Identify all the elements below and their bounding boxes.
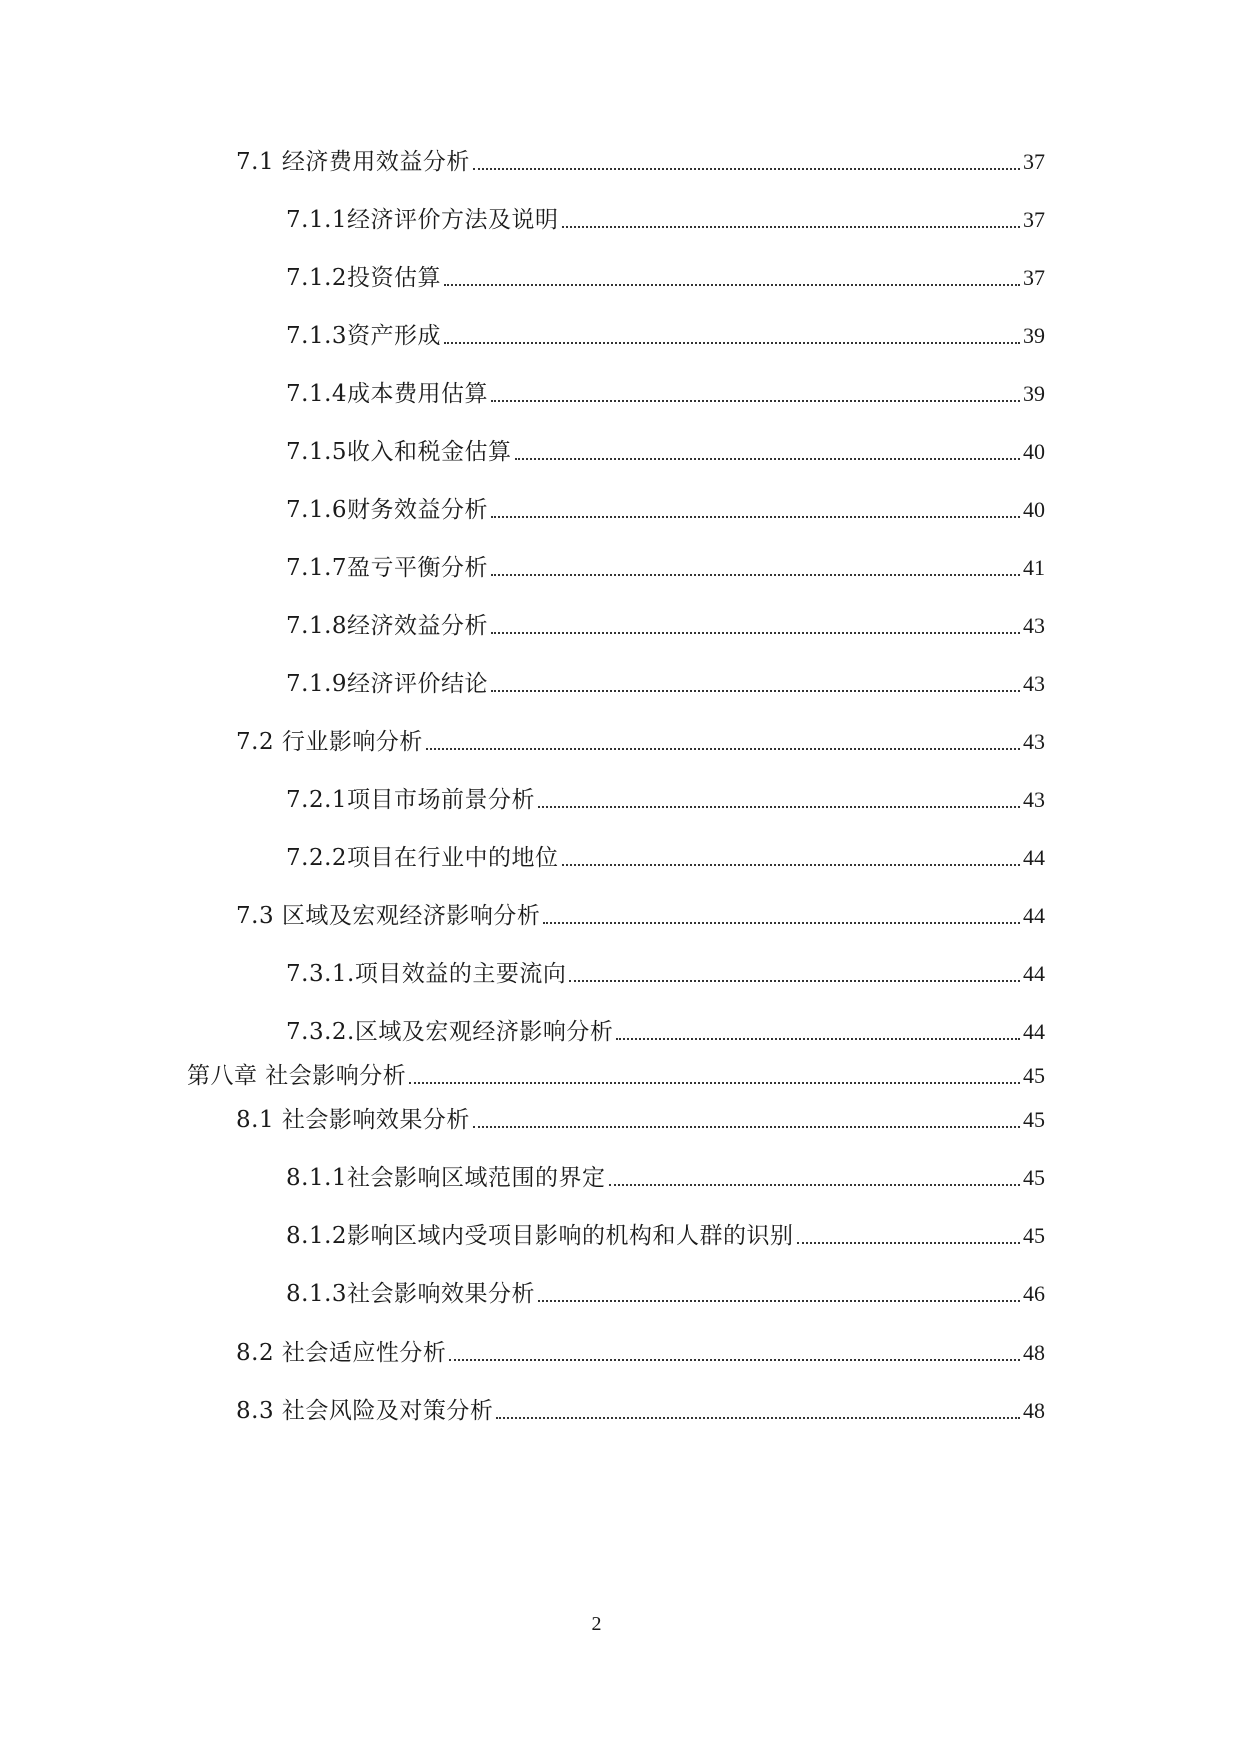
toc-entry-page: 39 xyxy=(1023,381,1045,406)
dot-leader xyxy=(797,1242,1020,1244)
toc-entry[interactable] xyxy=(286,380,1045,408)
toc-entry-page: 45 xyxy=(1023,1223,1045,1248)
toc-entry-title: 7.3 区域及宏观经济影响分析 xyxy=(236,903,541,929)
toc-entry-title: 8.1.2影响区域内受项目影响的机构和人群的识别 xyxy=(286,1223,794,1249)
toc-entry-title: 7.1.3资产形成 xyxy=(286,323,442,349)
toc-entry-title: 7.2 行业影响分析 xyxy=(236,729,423,755)
toc-entry[interactable] xyxy=(286,1018,1045,1046)
toc-entry[interactable] xyxy=(286,844,1045,872)
toc-entry[interactable] xyxy=(236,1106,1045,1134)
toc-entry-page: 43 xyxy=(1023,787,1045,812)
dot-leader xyxy=(449,1359,1020,1361)
toc-entry[interactable] xyxy=(286,1164,1045,1192)
toc-entry-page: 44 xyxy=(1023,961,1045,986)
toc-entry-title: 第八章 社会影响分析 xyxy=(187,1063,407,1089)
toc-entry-page: 37 xyxy=(1023,207,1045,232)
dot-leader xyxy=(496,1417,1020,1419)
toc-entry[interactable] xyxy=(286,786,1045,814)
toc-entry-title: 7.1.6财务效益分析 xyxy=(286,497,489,523)
toc-entry[interactable] xyxy=(286,554,1045,582)
toc-entry-page: 43 xyxy=(1023,671,1045,696)
toc-entry[interactable] xyxy=(286,1222,1045,1250)
dot-leader xyxy=(491,516,1020,518)
dot-leader xyxy=(491,400,1020,402)
dot-leader xyxy=(609,1184,1020,1186)
toc-entry-title: 7.2.1项目市场前景分析 xyxy=(286,787,536,813)
dot-leader xyxy=(616,1038,1020,1040)
dot-leader xyxy=(491,690,1020,692)
toc-entry-title: 7.1.1经济评价方法及说明 xyxy=(286,207,559,233)
dot-leader xyxy=(473,1126,1020,1128)
toc-entry-title: 7.3.1.项目效益的主要流向 xyxy=(286,961,567,987)
toc-entry-page: 44 xyxy=(1023,903,1045,928)
toc-entry[interactable] xyxy=(236,1339,1045,1367)
toc-entry-title: 7.1.4成本费用估算 xyxy=(286,381,489,407)
toc-entry-title: 7.3.2.区域及宏观经济影响分析 xyxy=(286,1019,614,1045)
toc-entry-title: 7.2.2项目在行业中的地位 xyxy=(286,845,559,871)
toc-entry-title: 8.1.3社会影响效果分析 xyxy=(286,1281,536,1307)
toc-entry-title: 7.1.8经济效益分析 xyxy=(286,613,489,639)
toc-entry-title: 8.1 社会影响效果分析 xyxy=(236,1107,470,1133)
toc-entry-page: 37 xyxy=(1023,149,1045,174)
dot-leader xyxy=(409,1082,1020,1084)
toc-entry[interactable] xyxy=(286,496,1045,524)
toc-entry-title: 8.3 社会风险及对策分析 xyxy=(236,1398,494,1424)
toc-entry[interactable] xyxy=(236,902,1045,930)
toc-entry[interactable] xyxy=(286,206,1045,234)
toc-entry-chapter[interactable] xyxy=(187,1062,1045,1090)
toc-entry-page: 45 xyxy=(1023,1165,1045,1190)
dot-leader xyxy=(473,168,1020,170)
dot-leader xyxy=(491,632,1020,634)
dot-leader xyxy=(426,748,1020,750)
toc-entry[interactable] xyxy=(286,670,1045,698)
dot-leader xyxy=(562,226,1020,228)
toc-entry-page: 40 xyxy=(1023,439,1045,464)
toc-entry[interactable] xyxy=(286,1280,1045,1308)
dot-leader xyxy=(515,458,1020,460)
toc-entry[interactable] xyxy=(286,612,1045,640)
toc-entry-page: 40 xyxy=(1023,497,1045,522)
toc-entry-page: 44 xyxy=(1023,845,1045,870)
toc-entry-page: 44 xyxy=(1023,1019,1045,1044)
dot-leader xyxy=(538,806,1020,808)
toc-entry-page: 45 xyxy=(1023,1107,1045,1132)
dot-leader xyxy=(538,1300,1020,1302)
dot-leader xyxy=(491,574,1020,576)
toc-entry-title: 7.1 经济费用效益分析 xyxy=(236,149,470,175)
dot-leader xyxy=(569,980,1020,982)
toc-entry-title: 8.1.1社会影响区域范围的界定 xyxy=(286,1165,606,1191)
toc-entry[interactable] xyxy=(236,728,1045,756)
toc-entry-page: 46 xyxy=(1023,1281,1045,1306)
toc-entry-title: 7.1.9经济评价结论 xyxy=(286,671,489,697)
toc-entry-page: 41 xyxy=(1023,555,1045,580)
toc-entry[interactable] xyxy=(236,1397,1045,1425)
toc-entry-title: 8.2 社会适应性分析 xyxy=(236,1340,447,1366)
toc-entry-page: 43 xyxy=(1023,729,1045,754)
toc-entry-title: 7.1.2投资估算 xyxy=(286,265,442,291)
toc-entry-page: 37 xyxy=(1023,265,1045,290)
toc-entry[interactable] xyxy=(286,322,1045,350)
toc-entry-page: 48 xyxy=(1023,1398,1045,1423)
toc-entry-title: 7.1.7盈亏平衡分析 xyxy=(286,555,489,581)
dot-leader xyxy=(444,342,1020,344)
toc-entry-title: 7.1.5收入和税金估算 xyxy=(286,439,512,465)
toc-entry-page: 43 xyxy=(1023,613,1045,638)
toc-entry[interactable] xyxy=(236,148,1045,176)
dot-leader xyxy=(444,284,1020,286)
dot-leader xyxy=(562,864,1020,866)
toc-entry[interactable] xyxy=(286,438,1045,466)
toc-entry[interactable] xyxy=(286,960,1045,988)
toc-entry-page: 45 xyxy=(1023,1063,1045,1088)
toc-entry[interactable] xyxy=(286,264,1045,292)
toc-entry-page: 39 xyxy=(1023,323,1045,348)
page-number: 2 xyxy=(591,1613,602,1635)
dot-leader xyxy=(543,922,1020,924)
toc-entry-page: 48 xyxy=(1023,1340,1045,1365)
